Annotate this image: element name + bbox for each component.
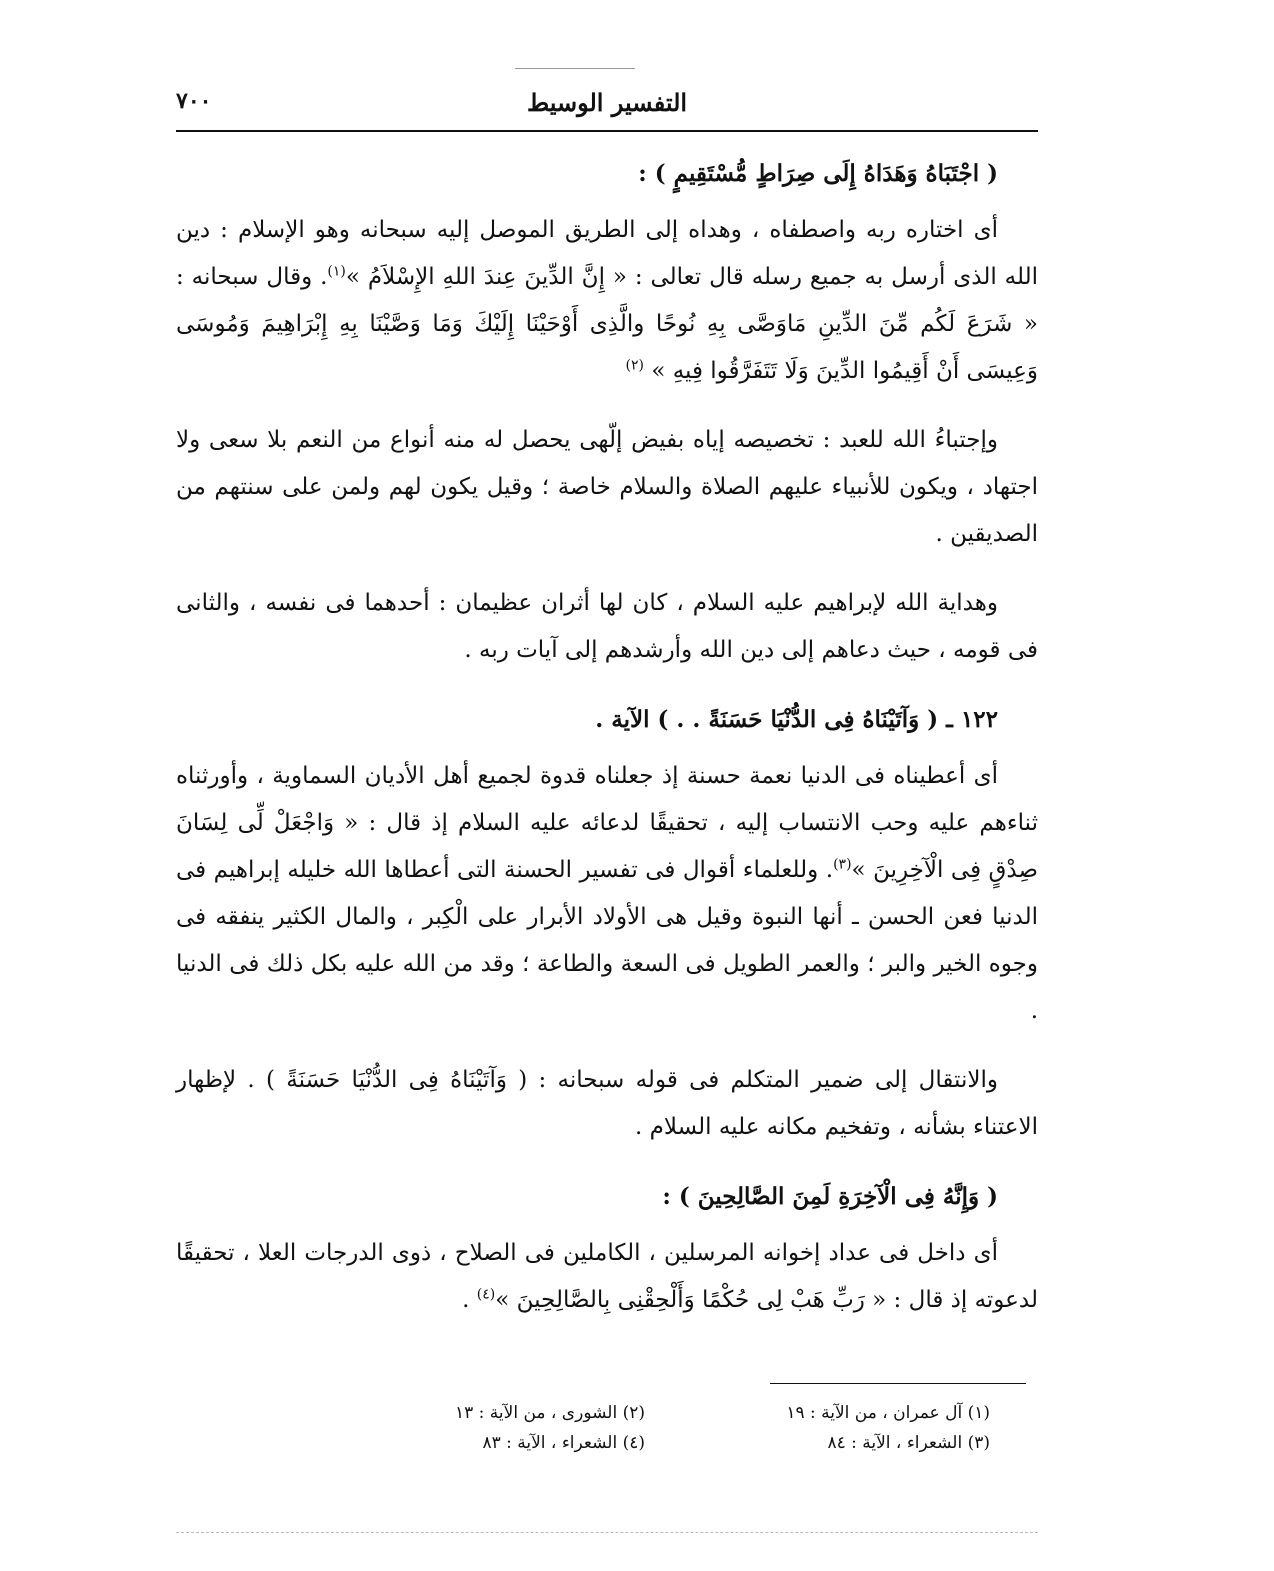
running-title: التفسير الوسيط xyxy=(526,88,688,117)
footnote-rule xyxy=(770,1383,1026,1384)
paragraph-1 xyxy=(176,207,1038,395)
page-header xyxy=(176,88,1038,128)
footnote-2: (٢) الشورى ، من الآية : ١٣ xyxy=(455,1403,645,1423)
top-dash xyxy=(515,68,635,69)
footnote-3: (٣) الشعراء ، الآية : ٨٤ xyxy=(827,1433,990,1453)
paragraph-6-part-b: . xyxy=(462,1287,470,1313)
paragraph-3: وهداية الله لإبراهيم عليه السلام ، كان لها أثران عظيمان : أحدهما فى نفسه ، والثانى فى قومه ، حيث دعاهم إلى دين الله وأرشدهم إلى آيات ربه . xyxy=(176,590,1038,663)
paragraph-1-part-a: أى اختاره ربه واصطفاه ، وهداه إلى الطريق الموصل إليه سبحانه وهو الإسلام : دين الله الذى أرسل به جميع رسله قال تعالى : « إِنَّ الدِّينَ عِندَ اللهِ الإِسْلاَمُ » xyxy=(176,217,1038,290)
verse-heading-2: ١٢٢ ـ ( وَآتَيْنَاهُ فِى الدُّنْيَا حَسَنَةً . . ) الآية . xyxy=(595,706,998,733)
footnote-4: (٤) الشعراء ، الآية : ٨٣ xyxy=(482,1433,645,1453)
footnote-ref-3: (٣) xyxy=(833,856,852,873)
paragraph-6-part-a: أى داخل فى عداد إخوانه المرسلين ، الكاملين فى الصلاح ، ذوى الدرجات العلا ، تحقيقًا لدعوته إذ قال : « رَبِّ هَبْ لِى حُكْمًا وَأَلْحِقْنِى بِالصَّالِحِينَ » xyxy=(176,1240,1038,1313)
verse-heading-1: ( اجْتَبَاهُ وَهَدَاهُ إِلَى صِرَاطٍ مُّسْتَقِيمٍ ) : xyxy=(638,160,998,187)
footnote-1: (١) آل عمران ، من الآية : ١٩ xyxy=(786,1403,990,1423)
paragraph-6 xyxy=(176,1230,1038,1324)
page-number: ٧٠٠ xyxy=(176,88,212,114)
header-rule xyxy=(176,130,1038,132)
paragraph-4-part-a: أى أعطيناه فى الدنيا نعمة حسنة إذ جعلناه قدوة لجميع أهل الأديان السماوية ، وأورثناه ثناءهم عليه وحب الانتساب إليه ، تحقيقًا لدعائه عليه السلام إذ قال : « وَاجْعَلْ لِّى لِسَانَ صِدْقٍ فِى الْآخِرِينَ » xyxy=(176,763,1038,883)
paragraph-4-part-b: . وللعلماء أقوال فى تفسير الحسنة التى أعطاها الله خليله إبراهيم فى الدنيا فعن الحسن ـ أنها النبوة وقيل هى الأولاد الأبرار على الْكِبر ، والمال الكثير ينفقه فى وجوه الخير والبر ؛ والعمر الطويل فى السعة والطاعة ؛ وقد من الله عليه بكل ذلك فى الدنيا . xyxy=(176,857,1038,1024)
footnotes xyxy=(380,1398,990,1458)
footnote-ref-1: (١) xyxy=(327,263,346,280)
paragraph-4 xyxy=(176,753,1038,1035)
verse-heading-3: ( وَإِنَّهُ فِى الْآخِرَةِ لَمِنَ الصَّالِحِينَ ) : xyxy=(662,1183,998,1210)
footnote-ref-4: (٤) xyxy=(476,1286,496,1303)
footnote-ref-2: (٢) xyxy=(625,357,644,374)
paragraph-2: وإجتباءُ الله للعبد : تخصيصه إياه بفيض إلّهى يحصل له منه أنواع من النعم بلا سعى ولا اجتهاد ، ويكون للأنبياء عليهم الصلاة والسلام خاصة ؛ وقيل يكون لهم ولمن على سنتهم من الصديقين . xyxy=(176,427,1038,547)
bottom-edge-line xyxy=(176,1532,1038,1533)
page-body xyxy=(176,150,1038,1346)
paragraph-5: والانتقال إلى ضمير المتكلم فى قوله سبحانه : ( وَآتَيْنَاهُ فِى الدُّنْيَا حَسَنَةً ) . لإظهار الاعتناء بشأنه ، وتفخيم مكانه عليه السلام . xyxy=(176,1067,1038,1140)
paragraph-1-part-b: . وقال سبحانه : « شَرَعَ لَكُم مِّنَ الدِّينِ مَاوَصَّى بِهِ نُوحًا والَّذِى أَوْحَيْنَا إِلَيْكَ وَمَا وَصَّيْنَا بِهِ إِبْرَاهِيمَ وَمُوسَى وَعِيسَى أَنْ أَقِيمُوا الدِّينَ وَلَا تَتَفَرَّقُوا فِيهِ » xyxy=(176,264,1038,384)
